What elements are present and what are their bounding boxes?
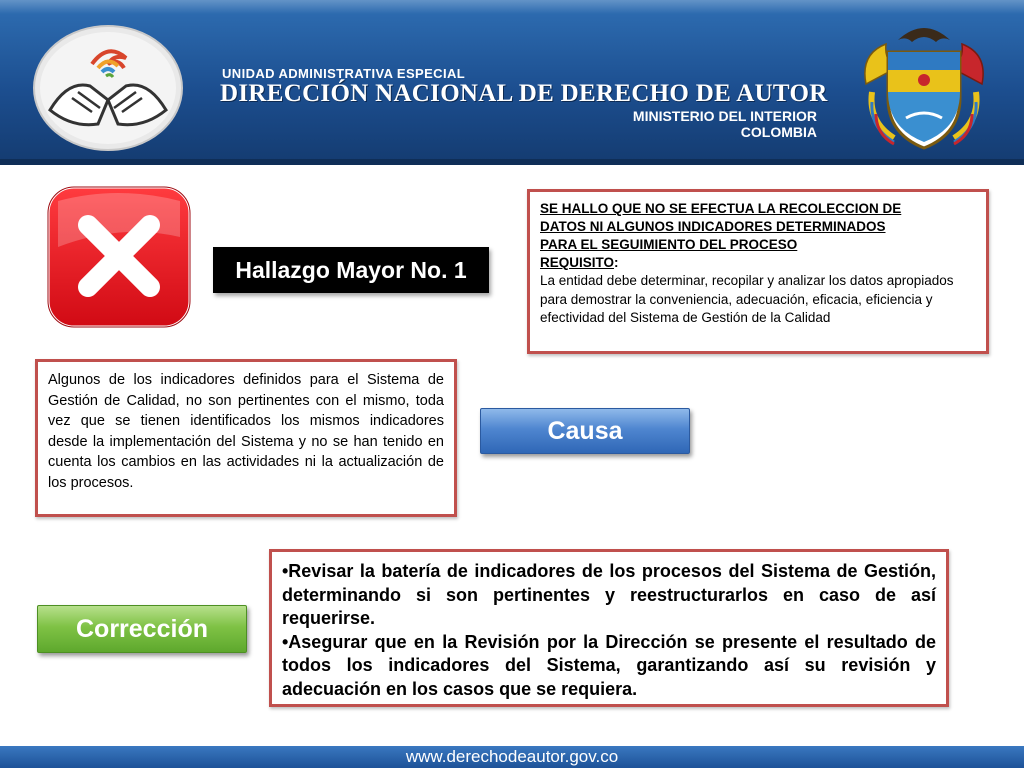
correction-item-1: •Revisar la batería de indicadores de los procesos del Sistema de Gestión, determinando si son pertinentes y reestructurarlos en caso de así requerirse.: [282, 561, 936, 628]
agency-name: DIRECCIÓN NACIONAL DE DERECHO DE AUTOR: [220, 80, 828, 107]
requirement-box: [527, 189, 989, 354]
finding-statement-line3: PARA EL SEGUIMIENTO DEL PROCESO: [540, 237, 798, 252]
requirement-label: REQUISITO: [540, 255, 615, 270]
cause-text: Algunos de los indicadores definidos para el Sistema de Gestión de Calidad, no son pertinentes con el mismo, toda vez que se tienen identificados los mismos indicadores desde la implementación del Sistema y no se han tenido en cuenta los cambios en las actividades ni la actualización de los procesos.: [48, 372, 444, 491]
correction-box: [269, 549, 949, 707]
finding-title: Hallazgo Mayor No. 1: [213, 247, 489, 293]
header-bottom-line: [0, 159, 1024, 165]
colombia-coat-of-arms-icon: [858, 22, 990, 156]
header-banner: [0, 0, 1024, 165]
footer-url-link[interactable]: www.derechodeautor.gov.co: [405, 747, 619, 766]
finding-statement-line2: DATOS NI ALGUNOS INDICADORES DETERMINADOS: [540, 219, 886, 234]
clasped-hands-logo-icon: [32, 24, 184, 152]
requirement-colon: :: [614, 255, 619, 270]
correction-item-2: •Asegurar que en la Revisión por la Dirección se presente el resultado de todos los indicadores del Sistema, garantizando así su revisión y adecuación en los casos que se requiera.: [282, 631, 936, 699]
finding-statement-line1: SE HALLO QUE NO SE EFECTUA LA RECOLECCION DE: [540, 201, 902, 216]
correccion-button[interactable]: Corrección: [37, 605, 247, 653]
header-shine: [0, 0, 1024, 14]
country-name: COLOMBIA: [740, 124, 817, 140]
red-x-icon: [44, 183, 194, 331]
cause-description-box: [35, 359, 457, 517]
requirement-label-line: [540, 254, 976, 272]
causa-button[interactable]: Causa: [480, 408, 690, 454]
ministry-name: MINISTERIO DEL INTERIOR: [632, 108, 817, 124]
agency-type: UNIDAD ADMINISTRATIVA ESPECIAL: [222, 66, 466, 81]
requirement-text: La entidad debe determinar, recopilar y analizar los datos apropiados para demostrar la conveniencia, adecuación, eficacia, eficiencia y efectividad del Sistema de Gestión de la Calidad: [540, 273, 954, 325]
